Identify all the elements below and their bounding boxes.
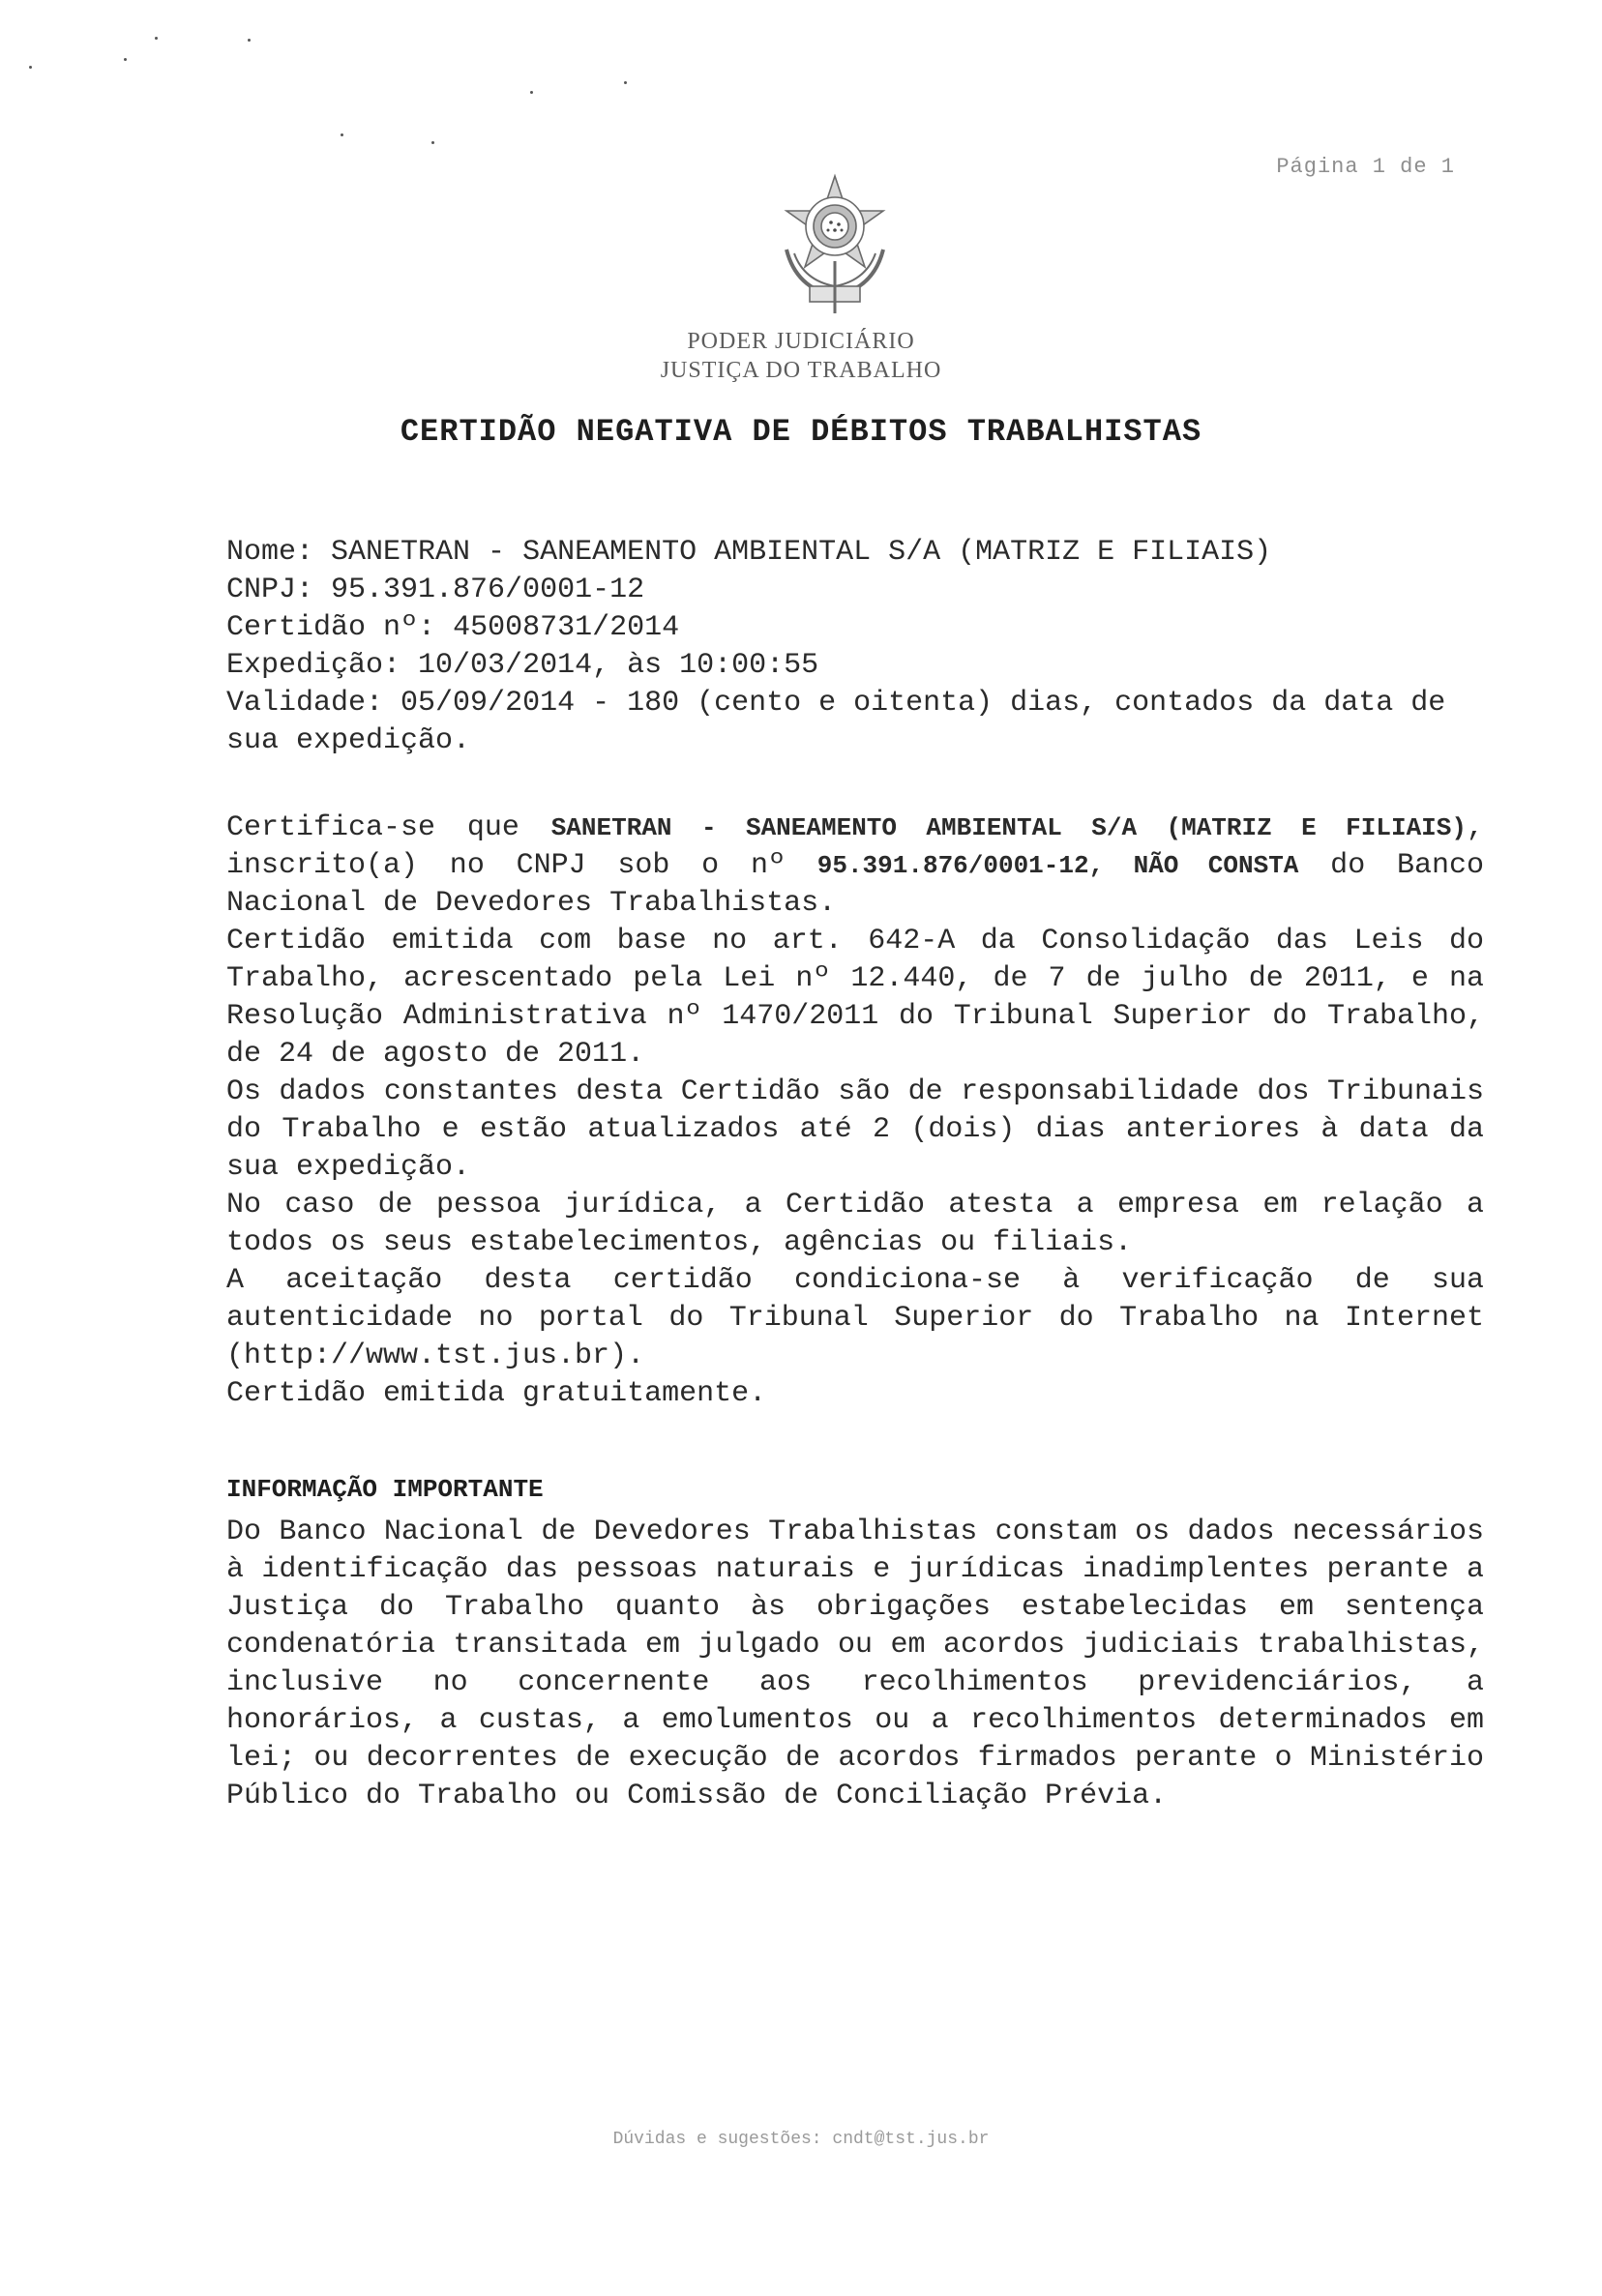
field-expedicao: [226, 647, 1484, 685]
statement-separator: ,: [1088, 851, 1134, 880]
certification-statement: [226, 809, 1484, 923]
field-cnpj: [226, 572, 1484, 609]
field-label: Validade :: [226, 687, 400, 720]
field-value: 45008731/2014: [453, 611, 680, 644]
responsibility-paragraph: Os dados constantes desta Certidão são de responsabilidade dos Tribunais do Trabalho e estão atualizados até 2 (dois) dias anteriores à data da sua expedição.: [226, 1075, 1484, 1184]
company-name: SANETRAN - SANEAMENTO AMBIENTAL S/A (MATRIZ E FILIAIS): [550, 813, 1467, 842]
info-heading: INFORMAÇÃO IMPORTANTE: [226, 1475, 544, 1504]
statement-prefix: Certifica-se que: [226, 811, 551, 844]
info-text: [226, 1514, 1484, 1815]
brazil-coat-of-arms-icon: [767, 172, 903, 317]
page-number: Página 1 de 1: [1276, 155, 1455, 179]
field-value: 95.391.876/0001-12: [331, 574, 645, 606]
field-certidao: [226, 609, 1484, 647]
org-name: PODER JUDICIÁRIO: [687, 329, 915, 354]
certificate-fields: [226, 534, 1484, 760]
document-title: CERTIDÃO NEGATIVA DE DÉBITOS TRABALHISTAS: [400, 414, 1202, 450]
footer-contact: Dúvidas e sugestões: cndt@tst.jus.br: [612, 2130, 990, 2149]
field-value: SANETRAN - SANEAMENTO AMBIENTAL S/A (MATRIZ E FILIAIS): [331, 536, 1272, 569]
info-paragraph: Do Banco Nacional de Devedores Trabalhistas constam os dados necessários à identificação das pessoas naturais e jurídicas inadimplentes perante a Justiça do Trabalho quanto às obrigações estabelecidas em sentença condenatória transitada em julgado ou em acordos judiciais trabalhistas, inclusive no concernente aos recolhimentos previdenciários, a honorários, a custas, a emolumentos ou a recolhimentos determinados em lei; ou decorrentes de execução de acordos firmados perante o Ministério Público do Trabalho ou Comissão de Conciliação Prévia.: [226, 1516, 1484, 1812]
statement-suffix: do Banco Nacional de Devedores Trabalhistas.: [226, 849, 1484, 920]
field-value: 05/09/2014 - 180 (cento e oitenta) dias, contados da data de sua expedição.: [226, 687, 1446, 757]
field-validade: [226, 685, 1484, 760]
certificate-body: [226, 809, 1484, 1413]
org-subname: JUSTIÇA DO TRABALHO: [660, 358, 942, 383]
field-label: CNPJ :: [226, 574, 331, 606]
field-label: Expedição :: [226, 649, 418, 682]
field-nome: [226, 534, 1484, 572]
field-label: Certidão nº :: [226, 611, 453, 644]
field-label: Nome :: [226, 536, 331, 569]
statement-mid: , inscrito(a) no CNPJ sob o nº: [226, 811, 1484, 882]
free-issue-paragraph: Certidão emitida gratuitamente.: [226, 1377, 767, 1410]
legal-basis-paragraph: Certidão emitida com base no art. 642-A da Consolidação das Leis do Trabalho, acrescentado pela Lei nº 12.440, de 7 de julho de 2011, e na Resolução Administrativa nº 1470/2011 do Tribunal Superior do Trabalho, de 24 de agosto de 2011.: [226, 925, 1484, 1071]
field-value: 10/03/2014, às 10:00:55: [418, 649, 819, 682]
legal-entity-paragraph: No caso de pessoa jurídica, a Certidão atesta a empresa em relação a todos os seus estabelecimentos, agências ou filiais.: [226, 1189, 1484, 1259]
status-text: NÃO CONSTA: [1133, 851, 1299, 880]
company-cnpj: 95.391.876/0001-12: [816, 851, 1089, 880]
verification-paragraph: A aceitação desta certidão condiciona-se à verificação de sua autenticidade no portal do Tribunal Superior do Trabalho na Internet (http://www.tst.jus.br).: [226, 1264, 1484, 1372]
